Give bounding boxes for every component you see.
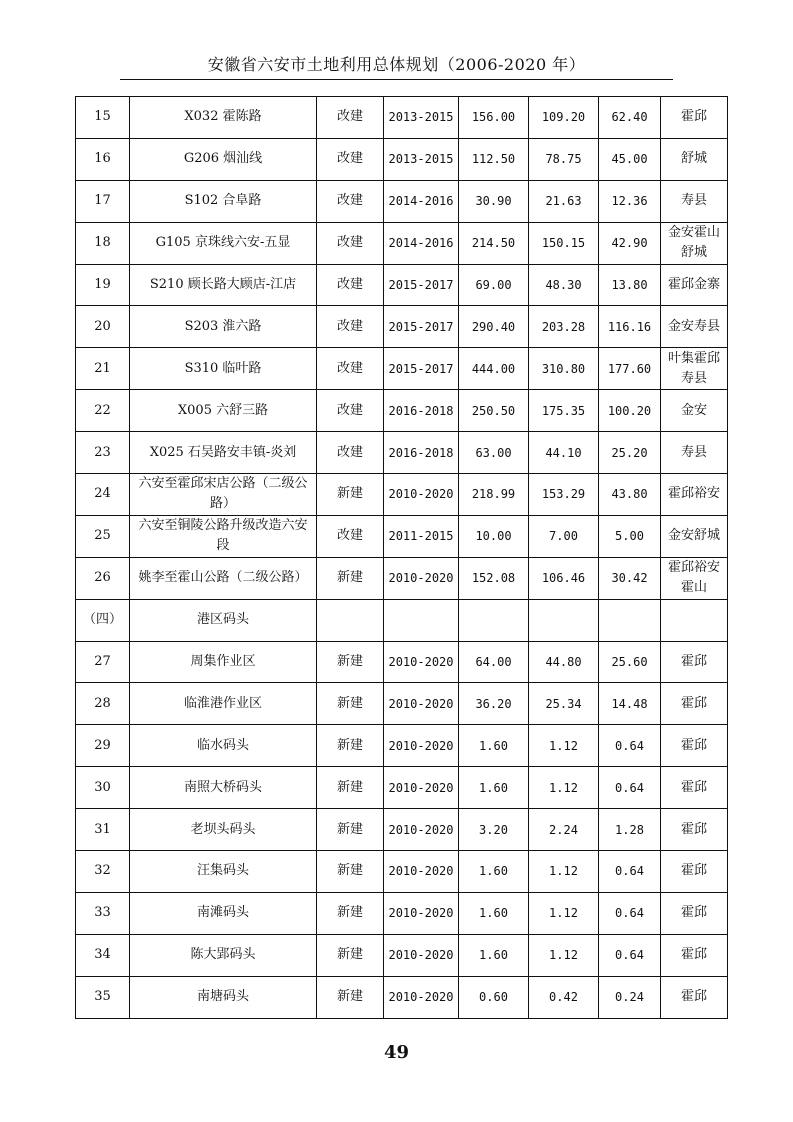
value-2-cell: 175.35 [529,390,599,432]
period-cell: 2010-2020 [384,851,459,893]
value-1-cell: 1.60 [459,934,529,976]
construction-type-cell: 新建 [317,767,384,809]
row-number-cell: 24 [76,474,130,516]
period-cell: 2010-2020 [384,725,459,767]
value-1-cell: 64.00 [459,641,529,683]
project-name-cell: 陈大郢码头 [130,934,317,976]
project-name-cell: S203 淮六路 [130,306,317,348]
construction-type-cell: 改建 [317,180,384,222]
period-cell: 2010-2020 [384,641,459,683]
construction-type-cell: 改建 [317,97,384,139]
period-cell: 2015-2017 [384,348,459,390]
county-cell: 叶集霍邱寿县 [661,348,728,390]
table-row [76,474,728,516]
table-row [76,892,728,934]
value-1-cell: 0.60 [459,976,529,1018]
value-3-cell: 62.40 [599,97,661,139]
construction-type-cell: 改建 [317,138,384,180]
value-2-cell: 106.46 [529,557,599,599]
construction-type-cell: 改建 [317,515,384,557]
value-2-cell: 25.34 [529,683,599,725]
construction-type-cell: 新建 [317,725,384,767]
value-3-cell: 14.48 [599,683,661,725]
table-row [76,222,728,264]
period-cell [384,599,459,641]
value-1-cell [459,599,529,641]
table-row [76,557,728,599]
value-1-cell: 218.99 [459,474,529,516]
county-cell: 金安舒城 [661,515,728,557]
project-name-cell: G105 京珠线六安-五显 [130,222,317,264]
value-1-cell: 444.00 [459,348,529,390]
table-row [76,390,728,432]
period-cell: 2010-2020 [384,683,459,725]
value-3-cell: 13.80 [599,264,661,306]
project-name-cell: X032 霍陈路 [130,97,317,139]
value-2-cell: 203.28 [529,306,599,348]
table-row [76,683,728,725]
county-cell: 霍邱 [661,892,728,934]
period-cell: 2013-2015 [384,97,459,139]
county-cell: 霍邱 [661,97,728,139]
value-2-cell [529,599,599,641]
value-3-cell: 177.60 [599,348,661,390]
row-number-cell: 28 [76,683,130,725]
county-cell: 舒城 [661,138,728,180]
county-cell: 霍邱 [661,976,728,1018]
row-number-cell: 35 [76,976,130,1018]
value-2-cell: 1.12 [529,767,599,809]
value-1-cell: 30.90 [459,180,529,222]
construction-type-cell: 新建 [317,641,384,683]
value-3-cell: 116.16 [599,306,661,348]
project-name-cell: 南塘码头 [130,976,317,1018]
county-cell: 金安寿县 [661,306,728,348]
value-1-cell: 63.00 [459,432,529,474]
county-cell: 金安 [661,390,728,432]
row-number-cell: 15 [76,97,130,139]
value-3-cell: 5.00 [599,515,661,557]
period-cell: 2016-2018 [384,432,459,474]
value-3-cell: 0.64 [599,851,661,893]
project-name-cell: 临淮港作业区 [130,683,317,725]
period-cell: 2011-2015 [384,515,459,557]
county-cell: 寿县 [661,180,728,222]
project-name-cell: 姚李至霍山公路（二级公路） [130,557,317,599]
row-number-cell: 25 [76,515,130,557]
period-cell: 2014-2016 [384,180,459,222]
value-1-cell: 1.60 [459,725,529,767]
value-2-cell: 150.15 [529,222,599,264]
county-cell: 霍邱 [661,809,728,851]
period-cell: 2010-2020 [384,976,459,1018]
value-2-cell: 1.12 [529,851,599,893]
header-divider [120,79,673,80]
construction-type-cell: 改建 [317,306,384,348]
project-name-cell: 南照大桥码头 [130,767,317,809]
project-name-cell: G206 烟汕线 [130,138,317,180]
table-row [76,138,728,180]
county-cell: 霍邱裕安 [661,474,728,516]
table-row [76,641,728,683]
project-name-cell: 周集作业区 [130,641,317,683]
value-2-cell: 21.63 [529,180,599,222]
construction-type-cell: 改建 [317,264,384,306]
value-1-cell: 156.00 [459,97,529,139]
project-name-cell: 六安至铜陵公路升级改造六安段 [130,515,317,557]
value-1-cell: 290.40 [459,306,529,348]
value-3-cell: 0.64 [599,892,661,934]
project-name-cell: 临水码头 [130,725,317,767]
value-1-cell: 36.20 [459,683,529,725]
county-cell: 霍邱金寨 [661,264,728,306]
project-table-body [76,97,728,1019]
table-row [76,180,728,222]
construction-type-cell: 改建 [317,390,384,432]
period-cell: 2015-2017 [384,306,459,348]
value-1-cell: 1.60 [459,851,529,893]
county-cell: 霍邱 [661,641,728,683]
period-cell: 2016-2018 [384,390,459,432]
county-cell [661,599,728,641]
project-name-cell: 六安至霍邱宋店公路（二级公路） [130,474,317,516]
period-cell: 2013-2015 [384,138,459,180]
project-table [75,96,728,1019]
table-row [76,599,728,641]
table-row [76,97,728,139]
project-name-cell: 汪集码头 [130,851,317,893]
construction-type-cell: 新建 [317,851,384,893]
value-2-cell: 7.00 [529,515,599,557]
county-cell: 寿县 [661,432,728,474]
row-number-cell: （四） [76,599,130,641]
row-number-cell: 33 [76,892,130,934]
county-cell: 霍邱 [661,851,728,893]
row-number-cell: 16 [76,138,130,180]
value-2-cell: 1.12 [529,892,599,934]
project-name-cell: 老坝头码头 [130,809,317,851]
project-name-cell: X005 六舒三路 [130,390,317,432]
value-2-cell: 310.80 [529,348,599,390]
value-3-cell [599,599,661,641]
document-header-title: 安徽省六安市土地利用总体规划（2006-2020 年） [207,55,586,74]
value-1-cell: 3.20 [459,809,529,851]
construction-type-cell: 新建 [317,557,384,599]
construction-type-cell: 新建 [317,934,384,976]
period-cell: 2010-2020 [384,892,459,934]
table-row [76,306,728,348]
value-3-cell: 0.24 [599,976,661,1018]
value-1-cell: 10.00 [459,515,529,557]
value-1-cell: 1.60 [459,767,529,809]
project-name-cell: 港区码头 [130,599,317,641]
value-2-cell: 1.12 [529,725,599,767]
row-number-cell: 19 [76,264,130,306]
value-1-cell: 214.50 [459,222,529,264]
row-number-cell: 34 [76,934,130,976]
row-number-cell: 30 [76,767,130,809]
value-3-cell: 1.28 [599,809,661,851]
row-number-cell: 22 [76,390,130,432]
value-2-cell: 1.12 [529,934,599,976]
project-name-cell: X025 石吴路安丰镇-炎刘 [130,432,317,474]
construction-type-cell: 新建 [317,474,384,516]
value-2-cell: 44.10 [529,432,599,474]
row-number-cell: 23 [76,432,130,474]
page-number: 49 [383,1042,410,1063]
table-row [76,348,728,390]
value-1-cell: 1.60 [459,892,529,934]
county-cell: 霍邱 [661,934,728,976]
construction-type-cell: 新建 [317,976,384,1018]
county-cell: 霍邱 [661,683,728,725]
construction-type-cell: 新建 [317,809,384,851]
value-1-cell: 152.08 [459,557,529,599]
table-row [76,934,728,976]
county-cell: 金安霍山舒城 [661,222,728,264]
period-cell: 2014-2016 [384,222,459,264]
period-cell: 2015-2017 [384,264,459,306]
period-cell: 2010-2020 [384,767,459,809]
construction-type-cell: 改建 [317,432,384,474]
row-number-cell: 31 [76,809,130,851]
project-name-cell: S310 临叶路 [130,348,317,390]
county-cell: 霍邱裕安霍山 [661,557,728,599]
value-2-cell: 2.24 [529,809,599,851]
value-2-cell: 0.42 [529,976,599,1018]
value-2-cell: 153.29 [529,474,599,516]
row-number-cell: 21 [76,348,130,390]
table-row [76,264,728,306]
row-number-cell: 27 [76,641,130,683]
row-number-cell: 26 [76,557,130,599]
value-2-cell: 109.20 [529,97,599,139]
county-cell: 霍邱 [661,767,728,809]
table-row [76,976,728,1018]
table-row [76,725,728,767]
table-row [76,432,728,474]
construction-type-cell: 新建 [317,892,384,934]
row-number-cell: 29 [76,725,130,767]
construction-type-cell: 改建 [317,348,384,390]
value-3-cell: 12.36 [599,180,661,222]
table-row [76,851,728,893]
period-cell: 2010-2020 [384,934,459,976]
value-3-cell: 25.20 [599,432,661,474]
period-cell: 2010-2020 [384,557,459,599]
value-3-cell: 0.64 [599,934,661,976]
value-2-cell: 48.30 [529,264,599,306]
value-3-cell: 25.60 [599,641,661,683]
value-1-cell: 112.50 [459,138,529,180]
table-row [76,515,728,557]
project-name-cell: 南滩码头 [130,892,317,934]
row-number-cell: 20 [76,306,130,348]
row-number-cell: 17 [76,180,130,222]
value-3-cell: 42.90 [599,222,661,264]
value-3-cell: 43.80 [599,474,661,516]
table-row [76,767,728,809]
value-2-cell: 44.80 [529,641,599,683]
value-3-cell: 45.00 [599,138,661,180]
row-number-cell: 18 [76,222,130,264]
value-3-cell: 100.20 [599,390,661,432]
period-cell: 2010-2020 [384,474,459,516]
value-3-cell: 0.64 [599,725,661,767]
table-row [76,809,728,851]
project-name-cell: S102 合阜路 [130,180,317,222]
value-3-cell: 0.64 [599,767,661,809]
value-2-cell: 78.75 [529,138,599,180]
value-1-cell: 250.50 [459,390,529,432]
construction-type-cell [317,599,384,641]
county-cell: 霍邱 [661,725,728,767]
period-cell: 2010-2020 [384,809,459,851]
value-3-cell: 30.42 [599,557,661,599]
value-1-cell: 69.00 [459,264,529,306]
construction-type-cell: 新建 [317,683,384,725]
construction-type-cell: 改建 [317,222,384,264]
project-name-cell: S210 顾长路大顾店-江店 [130,264,317,306]
row-number-cell: 32 [76,851,130,893]
